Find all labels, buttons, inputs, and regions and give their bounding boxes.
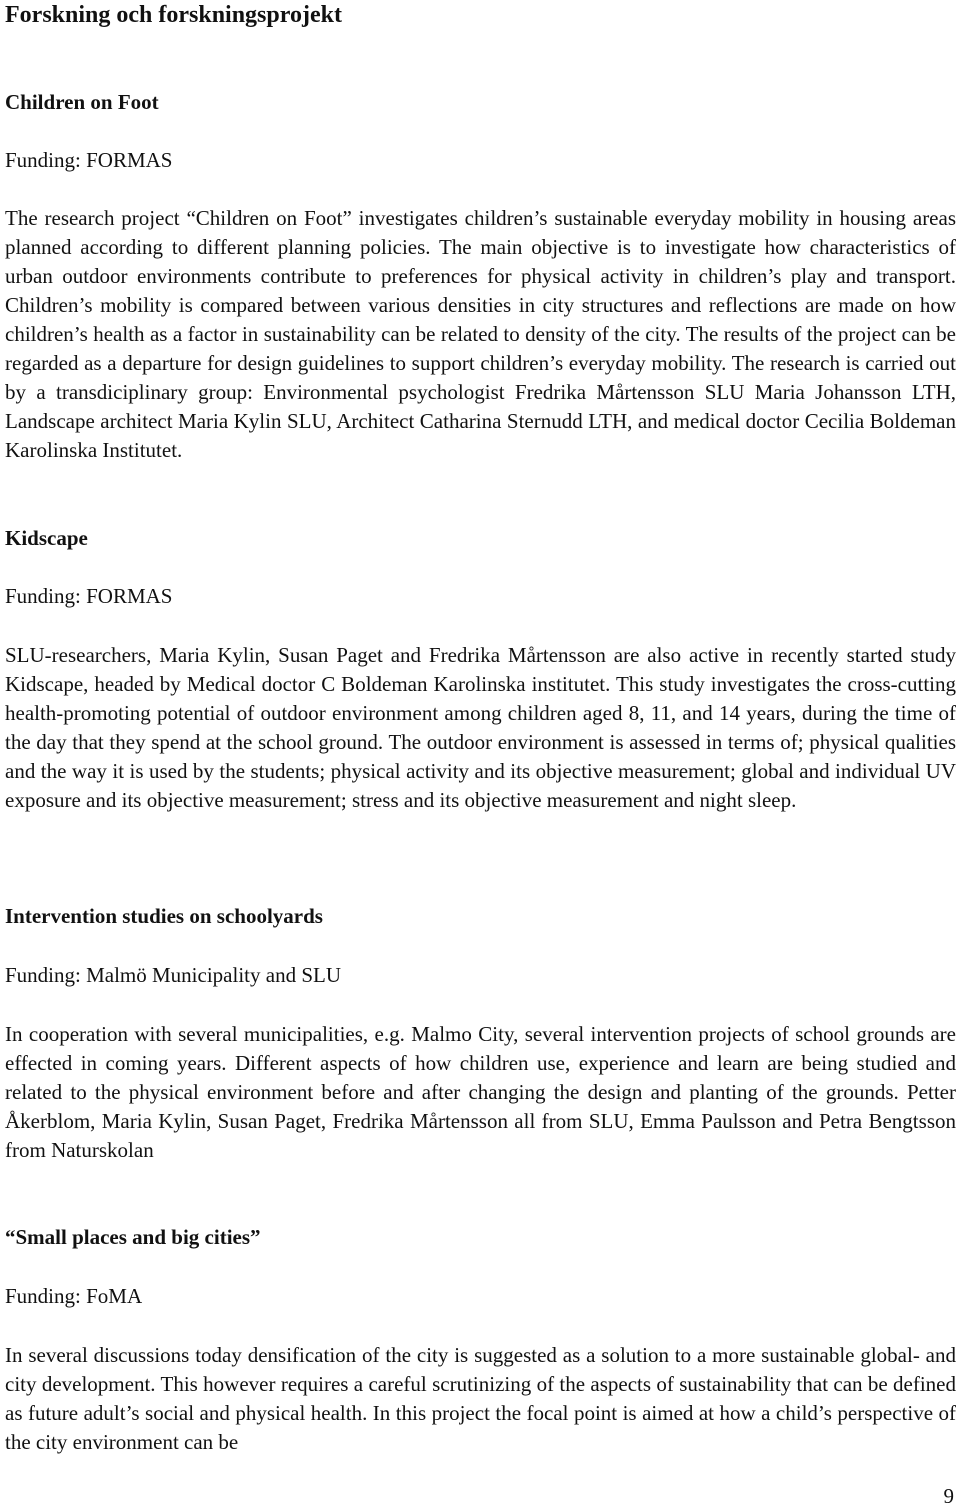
project-title: Intervention studies on schoolyards: [5, 904, 323, 928]
document-title: Forskning och forskningsprojekt: [5, 2, 342, 28]
project-description: SLU-researchers, Maria Kylin, Susan Paget and Fredrika Mårtensson are also active in recently started study Kidscape, headed by Medical doctor C Boldeman Karolinska institutet. This study investigates the cross-cutting health-promoting potential of outdoor environment among children aged 8, 11, and 14 years, during the time of the day that they spend at the school ground. The outdoor environment is assessed in terms of; physical qualities and the way it is used by the students; physical activity and its objective measurement; global and individual UV exposure and its objective measurement; stress and its objective measurement and night sleep.: [5, 643, 956, 812]
project-title: “Small places and big cities”: [5, 1225, 261, 1249]
project-funding: Funding: FORMAS: [5, 148, 173, 172]
project-description: In several discussions today densification of the city is suggested as a solution to a more sustainable global- and city development. This however requires a careful scrutinizing of the aspects of sustainability that can be defined as future adult’s social and physical health. In this project the focal point is aimed at how a child’s perspective of the city environment can be: [5, 1343, 956, 1454]
project-funding: Funding: FORMAS: [5, 584, 173, 608]
project-funding: Funding: Malmö Municipality and SLU: [5, 963, 341, 987]
project-description: The research project “Children on Foot” investigates children’s sustainable everyday mobility in housing areas planned according to different planning policies. The main objective is to investigate how characteristics of urban outdoor environments contribute to preferences for physical activity in children’s play and transport. Children’s mobility is compared between various densities in city structures and reflections are made on how children’s health as a factor in sustainability can be related to density of the city. The results of the project can be regarded as a departure for design guidelines to support children’s everyday mobility. The research is carried out by a transdiciplinary group: Environmental psychologist Fredrika Mårtensson SLU Maria Johansson LTH, Landscape architect Maria Kylin SLU, Architect Catharina Sternudd LTH, and medical doctor Cecilia Boldeman Karolinska Institutet.: [5, 206, 956, 462]
page-number: 9: [943, 1484, 954, 1508]
project-title: Kidscape: [5, 526, 88, 550]
project-funding: Funding: FoMA: [5, 1284, 143, 1308]
project-title: Children on Foot: [5, 90, 159, 114]
project-description: In cooperation with several municipalities, e.g. Malmo City, several intervention projects of school grounds are effected in coming years. Different aspects of how children use, experience and learn are being studied and related to the physical environment before and after changing the design and planting of the grounds. Petter Åkerblom, Maria Kylin, Susan Paget, Fredrika Mårtensson all from SLU, Emma Paulsson and Petra Bengtsson from Naturskolan: [5, 1022, 956, 1162]
